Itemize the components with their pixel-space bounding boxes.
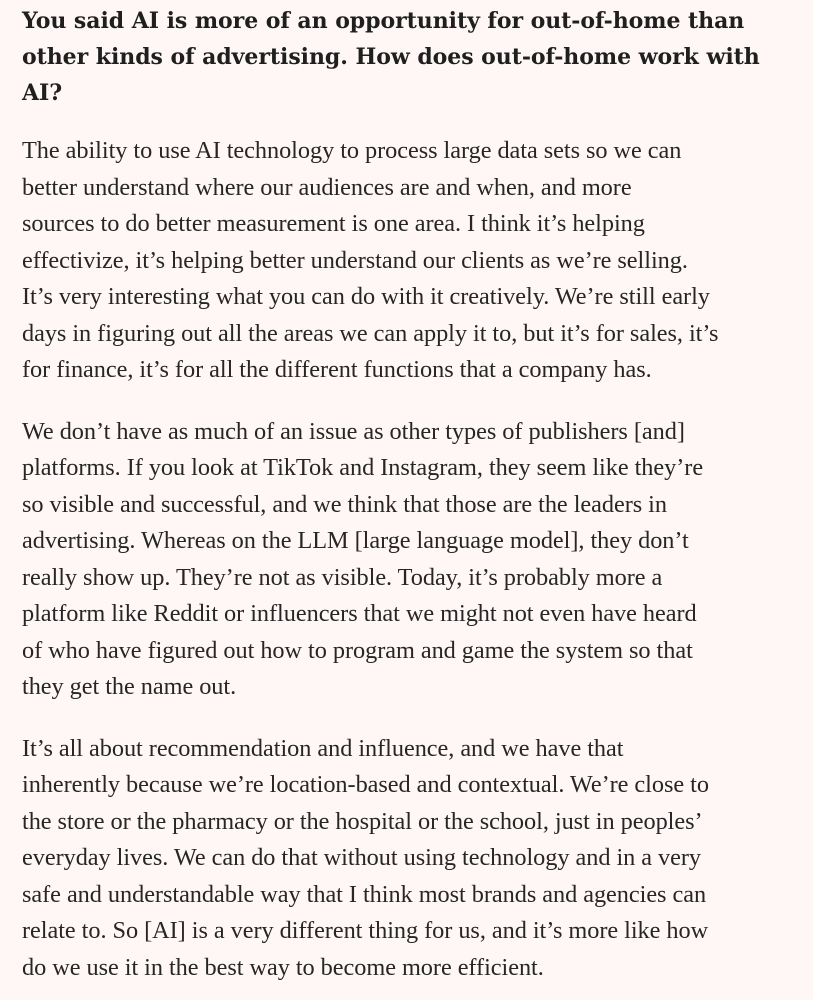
interview-question: You said AI is more of an opportunity for out-of-home than other kinds of advertising. How does out-of-home work with AI? — [22, 8, 760, 106]
answer-paragraph-3: It’s all about recommendation and influence, and we have that inherently because we’re location-based and contextual. We’re close to the store or the pharmacy or the hospital or the school, just in peoples’ everyday lives. We can do that without using technology and in a very safe and understandable way that I think most brands and agencies can relate to. So [AI] is a very different thing for us, and it’s more like how do we use it in the best way to become more efficient. — [22, 734, 709, 981]
answer-paragraph-2: We don’t have as much of an issue as other types of publishers [and] platforms. If you look at TikTok and Instagram, they seem like they’re so visible and successful, and we think that those are the leaders in advertising. Whereas on the LLM [large language model], they don’t really show up. They’re not as visible. Today, it’s probably more a platform like Reddit or influencers that we might not even have heard of who have figured out how to program and game the system so that they get the name out. — [22, 417, 704, 700]
answer-paragraph-1: The ability to use AI technology to process large data sets so we can better understand where our audiences are and when, and more sources to do better measurement is one area. I think it’s helping effectivize, it’s helping better understand our clients as we’re selling. It’s very interesting what you can do with it creatively. We’re still early days in figuring out all the areas we can apply it to, but it’s for sales, it’s for finance, it’s for all the different functions that a company has. — [22, 137, 719, 383]
